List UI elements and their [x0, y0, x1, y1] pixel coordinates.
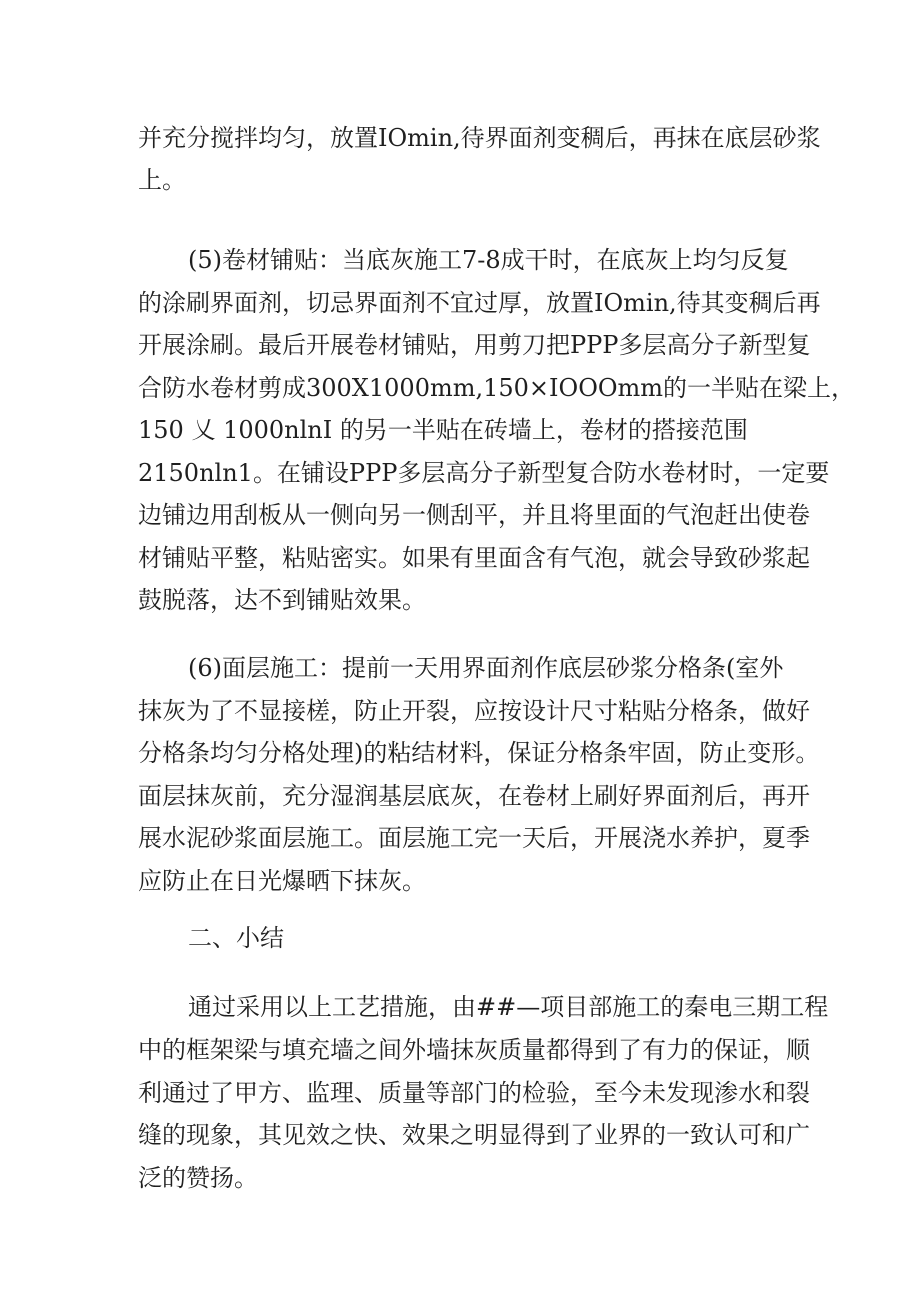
text-line: 上。: [138, 166, 186, 194]
text-line: 抹灰为了不显接槎，防止开裂，应按设计尺寸粘贴分格条，做好: [138, 697, 810, 725]
paragraph-6-heading-line: (6)面层施工：提前一天用界面剂作底层砂浆分格条(室外: [188, 654, 784, 682]
text-line: 鼓脱落，达不到铺贴效果。: [138, 586, 426, 614]
text-line: 通过采用以上工艺措施，由##—项目部施工的秦电三期工程: [188, 993, 829, 1021]
text-line: 开展涂刷。最后开展卷材铺贴，用剪刀把PPP多层高分子新型复: [138, 331, 811, 359]
text-line: 边铺边用刮板从一侧向另一侧刮平，并且将里面的气泡赶出使卷: [138, 501, 810, 529]
text-line: 的涂刷界面剂，切忌界面剂不宜过厚，放置IOmin,待其变稠后再: [138, 289, 821, 317]
text-line: 面层抹灰前，充分湿润基层底灰，在卷材上刷好界面剂后，再开: [138, 782, 810, 810]
text-line: 中的框架梁与填充墙之间外墙抹灰质量都得到了有力的保证，顺: [138, 1036, 810, 1064]
text-line: 150 乂 1000nlnI 的另一半贴在砖墙上，卷材的搭接范围: [138, 416, 748, 444]
text-line: 并充分搅拌均匀，放置IOmin,待界面剂变稠后，再抹在底层砂浆: [138, 124, 821, 152]
text-line: 缝的现象，其见效之快、效果之明显得到了业界的一致认可和广: [138, 1121, 810, 1149]
text-line: 应防止在日光爆晒下抹灰。: [138, 867, 426, 895]
paragraph-5-heading-line: (5)卷材铺贴：当底灰施工7-8成干时，在底灰上均匀反复: [188, 246, 789, 274]
text-line: 2150nln1。在铺设PPP多层高分子新型复合防水卷材时，一定要: [138, 459, 830, 487]
text-line: 泛的赞扬。: [138, 1164, 258, 1192]
text-line: 展水泥砂浆面层施工。面层施工完一天后，开展浇水养护，夏季: [138, 824, 810, 852]
text-line: 分格条均匀分格处理)的粘结材料，保证分格条牢固，防止变形。: [138, 739, 820, 767]
section-heading-summary: 二、小结: [188, 924, 284, 952]
text-line: 合防水卷材剪成300X1000mm,150×IOOOmm的一半贴在梁上，: [138, 374, 856, 402]
text-line: 利通过了甲方、监理、质量等部门的检验，至今未发现渗水和裂: [138, 1079, 810, 1107]
text-line: 材铺贴平整，粘贴密实。如果有里面含有气泡，就会导致砂浆起: [138, 544, 810, 572]
